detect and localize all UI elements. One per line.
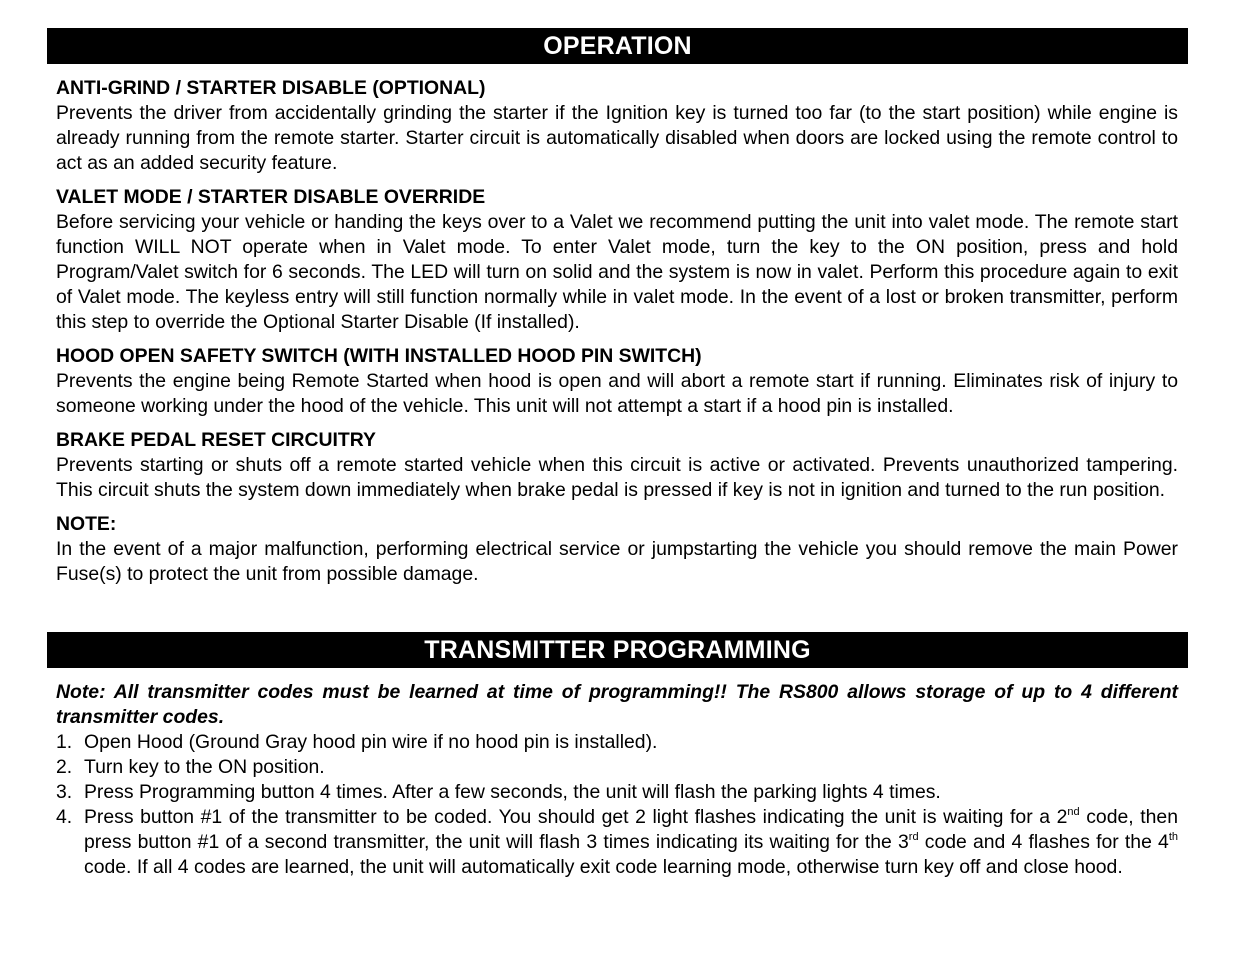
section-anti-grind bbox=[56, 76, 1178, 176]
step-text: Press Programming button 4 times. After a few seconds, the unit will flash the parking lights 4 times. bbox=[84, 781, 941, 803]
step-text: Turn key to the ON position. bbox=[84, 756, 325, 778]
programming-steps bbox=[56, 730, 1178, 880]
section-title: HOOD OPEN SAFETY SWITCH (WITH INSTALLED HOOD PIN SWITCH) bbox=[56, 345, 702, 367]
section-body: Before servicing your vehicle or handing the keys over to a Valet we recommend putting the unit into valet mode. The remote start function WILL NOT operate when in Valet mode. To enter Valet mode, turn the key to the ON position, press and hold Program/Valet switch for 6 seconds. The LED will turn on solid and the system is now in valet. Perform this procedure again to exit of Valet mode. The keyless entry will still function normally while in valet mode. In the event of a lost or broken transmitter, perform this step to override the Optional Starter Disable (If installed). bbox=[56, 211, 1178, 333]
section-brake-pedal-reset bbox=[56, 428, 1178, 503]
step-item bbox=[56, 780, 1178, 805]
section-title: VALET MODE / STARTER DISABLE OVERRIDE bbox=[56, 186, 486, 208]
step-number: 4. bbox=[56, 806, 73, 828]
step-text-part: code and 4 flashes for the 4 bbox=[918, 831, 1169, 853]
programming-note: Note: All transmitter codes must be learned at time of programming!! The RS800 allows storage of up to 4 different transmitter codes. bbox=[56, 681, 1178, 728]
step-item bbox=[56, 730, 1178, 755]
step-text: Open Hood (Ground Gray hood pin wire if no hood pin is installed). bbox=[84, 731, 658, 753]
ordinal-suffix: nd bbox=[1067, 806, 1080, 818]
section-body: Prevents starting or shuts off a remote started vehicle when this circuit is active or activated. Prevents unauthorized tampering. This circuit shuts the system down immediately when brake pedal is pressed if key is not in ignition and turned to the run position. bbox=[56, 454, 1178, 501]
ordinal-suffix: rd bbox=[908, 831, 919, 843]
section-title: BRAKE PEDAL RESET CIRCUITRY bbox=[56, 429, 376, 451]
step-text-part: code. If all 4 codes are learned, the unit will automatically exit code learning mode, otherwise turn key off and close hood. bbox=[84, 856, 1123, 878]
section-note bbox=[56, 512, 1178, 587]
step-number: 3. bbox=[56, 781, 73, 803]
step-number: 1. bbox=[56, 731, 73, 753]
operation-banner bbox=[47, 28, 1188, 64]
ordinal-suffix: th bbox=[1168, 831, 1179, 843]
programming-content bbox=[56, 680, 1178, 880]
step-item bbox=[56, 755, 1178, 780]
section-body: Prevents the engine being Remote Started when hood is open and will abort a remote start if running. Eliminates risk of injury to someone working under the hood of the vehicle. This unit will not attempt a start if a hood pin is installed. bbox=[56, 370, 1178, 417]
section-valet-mode bbox=[56, 185, 1178, 335]
section-title: NOTE: bbox=[56, 513, 117, 535]
operation-content bbox=[56, 76, 1178, 596]
step-text-part: Press button #1 of the transmitter to be coded. You should get 2 light flashes indicating the unit is waiting for a 2 bbox=[84, 806, 1068, 828]
step-text-part: code, then press button #1 of a second transmitter, the unit will flash 3 times indicating its waiting for the 3 bbox=[84, 806, 1178, 853]
programming-banner bbox=[47, 632, 1188, 668]
operation-banner-title: OPERATION bbox=[543, 32, 692, 60]
section-body: Prevents the driver from accidentally grinding the starter if the Ignition key is turned too far (to the start position) while engine is already running from the remote starter. Starter circuit is automatically disabled when doors are locked using the remote control to act as an added security feature. bbox=[56, 102, 1178, 174]
section-hood-open-safety bbox=[56, 344, 1178, 419]
step-number: 2. bbox=[56, 756, 73, 778]
programming-banner-title: TRANSMITTER PROGRAMMING bbox=[424, 636, 811, 664]
section-body: In the event of a major malfunction, performing electrical service or jumpstarting the vehicle you should remove the main Power Fuse(s) to protect the unit from possible damage. bbox=[56, 538, 1178, 585]
section-title: ANTI-GRIND / STARTER DISABLE (OPTIONAL) bbox=[56, 77, 486, 99]
step-item bbox=[56, 805, 1178, 880]
